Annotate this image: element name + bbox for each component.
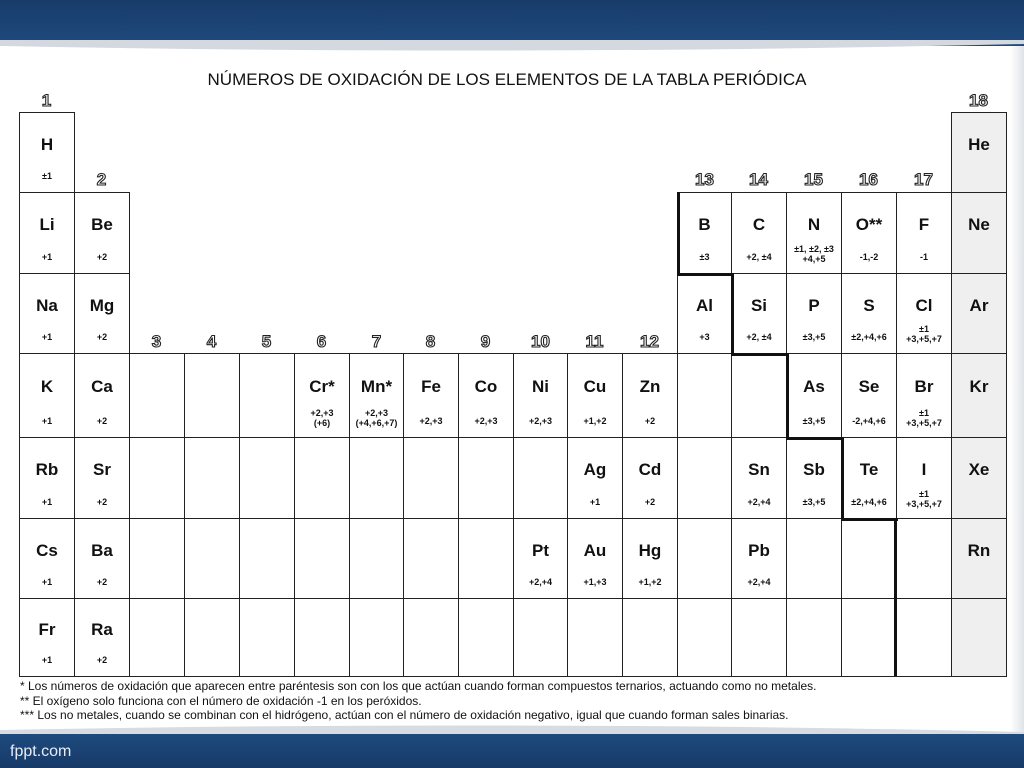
element-symbol: Pt [532,541,549,560]
element-cell [349,598,404,677]
group-number: 8 [425,332,436,351]
element-cell [622,598,678,677]
oxidation-states: +2 [96,577,108,587]
oxidation-states: ±1 [919,489,929,499]
element-cell [841,353,897,438]
element-cell [184,353,240,438]
element-symbol: Ar [969,296,989,315]
element-cell [951,353,1007,438]
element-symbol: B [698,215,711,234]
oxidation-states: -1 [919,252,928,262]
element-symbol: Te [859,460,879,479]
element-symbol: Be [91,215,113,234]
element-symbol: Ag [583,460,607,479]
element-cell [239,437,295,519]
oxidation-states: ±1 [919,408,929,418]
element-cell [513,353,568,438]
element-symbol: Si [750,296,768,315]
element-symbol: Rn [967,541,991,560]
group-number: 4 [206,332,217,351]
oxidation-states: +2, ±4 [746,332,772,342]
element-cell [731,437,787,519]
element-symbol: Ni [532,377,549,396]
element-cell [896,598,952,677]
element-cell [786,353,842,438]
element-cell [677,598,732,677]
element-cell [294,518,350,599]
element-cell [951,598,1007,677]
oxidation-states: ±1, ±2, ±3 [794,244,834,254]
element-cell [74,192,130,274]
element-symbol: Li [39,215,55,234]
element-cell [951,437,1007,519]
oxidation-states: ±2,+4,+6 [851,332,887,342]
oxidation-states: +2,+4 [747,497,771,507]
oxidation-states: +1,+2 [583,416,607,426]
element-symbol: Br [914,377,934,396]
page-title: NÚMEROS DE OXIDACIÓN DE LOS ELEMENTOS DE LA TABLA PERIÓDICA [207,70,807,89]
group-number: 6 [316,332,327,351]
element-cell [74,518,130,599]
element-cell [239,598,295,677]
element-cell [184,518,240,599]
element-cell [841,192,897,274]
group-number: 12 [640,332,659,351]
element-cell [184,437,240,519]
oxidation-states: +2,+3 [474,416,498,426]
element-cell [677,518,732,599]
element-cell [239,518,295,599]
element-cell [731,518,787,599]
element-cell [349,518,404,599]
watermark: fppt.com [10,743,72,760]
oxidation-states: +2, ±4 [746,252,772,262]
oxidation-states: +2,+4 [528,577,553,587]
element-cell [513,437,568,519]
element-cell [74,353,130,438]
element-cell [129,598,185,677]
metal-nonmetal-divider [786,437,843,440]
element-symbol: Cs [36,541,58,560]
element-cell [19,437,75,519]
oxidation-states: +1 [41,655,53,665]
element-symbol: S [863,296,875,315]
element-cell [19,518,75,599]
footnote-1: * Los números de oxidación que aparecen entre paréntesis son con los que actúan cuando forman compuestos ternarios, actuando como no metales. [20,679,817,693]
metal-nonmetal-divider [786,353,789,437]
group-number: 13 [695,170,714,189]
oxidation-states: +3,+5,+7 [906,334,942,344]
element-cell [567,353,623,438]
metal-nonmetal-divider [841,437,844,520]
element-symbol: Cd [638,460,662,479]
element-cell [567,598,623,677]
element-symbol: Fe [421,377,441,396]
element-cell [677,192,732,274]
element-cell [19,598,75,677]
oxidation-states: +2 [96,497,108,507]
element-cell [567,518,623,599]
element-cell [786,598,842,677]
oxidation-states: +3,+5,+7 [906,418,942,428]
oxidation-states: +1 [41,577,53,587]
oxidation-states: -1,-2 [859,252,879,262]
element-cell [19,353,75,438]
element-symbol: Xe [968,460,990,479]
oxidation-states: ±3,+5 [802,416,826,426]
oxidation-states: +4,+5 [802,254,826,264]
element-cell [951,273,1007,354]
element-cell [677,437,732,519]
element-symbol: Cr* [309,377,335,396]
element-symbol: Ba [91,541,113,560]
metal-nonmetal-divider [731,273,734,356]
oxidation-states: +2 [644,416,656,426]
element-cell [74,273,130,354]
element-cell [786,518,842,599]
element-cell [786,192,842,274]
element-cell [74,598,130,677]
element-symbol: Mg [89,296,115,315]
element-cell [841,437,897,519]
element-cell [403,598,459,677]
metal-nonmetal-divider [677,273,734,276]
group-number: 10 [531,332,550,351]
oxidation-states: +1 [41,497,53,507]
group-number: 16 [859,170,878,189]
oxidation-states: +1,+2 [638,577,662,587]
element-cell [294,437,350,519]
element-symbol: P [808,296,820,315]
element-symbol: Cl [915,296,933,315]
element-cell [731,192,787,274]
element-cell [786,437,842,519]
oxidation-states: +2 [96,655,108,665]
oxidation-states: ±1 [42,171,52,181]
element-cell [841,598,897,677]
element-symbol: H [40,135,54,154]
element-cell [896,192,952,274]
oxidation-states: ±3,+5 [802,332,826,342]
element-symbol: Ra [91,620,113,639]
oxidation-states: +2,+3 [419,416,443,426]
element-symbol: Co [474,377,498,396]
group-number: 17 [914,170,933,189]
oxidation-states: ±1 [919,324,929,334]
element-cell [294,353,350,438]
element-cell [622,518,678,599]
element-symbol: Au [583,541,607,560]
element-cell [129,518,185,599]
element-cell [841,518,897,599]
element-symbol: C [752,215,766,234]
element-cell [74,437,130,519]
element-cell [677,273,732,354]
element-cell [951,192,1007,274]
element-symbol: O** [855,215,883,234]
element-cell [951,112,1007,193]
element-cell [349,437,404,519]
element-symbol: Zn [639,377,661,396]
element-cell [403,353,459,438]
element-symbol: Pb [748,541,770,560]
element-cell [731,273,787,354]
element-cell [458,353,514,438]
group-number: 1 [41,91,52,110]
element-symbol: As [803,377,825,396]
element-cell [403,518,459,599]
element-cell [513,518,568,599]
group-number: 7 [371,332,382,351]
element-cell [896,353,952,438]
element-symbol: Sr [93,460,111,479]
oxidation-states: +2 [96,416,108,426]
element-symbol: Hg [638,541,662,560]
oxidation-states: +2,+4 [747,577,771,587]
footnote-2: ** El oxígeno solo funciona con el número de oxidación -1 en los peróxidos. [20,693,422,708]
element-cell [129,437,185,519]
element-symbol: Kr [969,377,989,396]
oxidation-states: +1 [41,332,53,342]
oxidation-states: +2,+3 [528,416,553,426]
oxidation-states: ±3 [699,252,710,262]
element-cell [622,353,678,438]
element-cell [513,598,568,677]
group-number: 3 [151,332,162,351]
element-symbol: F [918,215,930,234]
group-number: 14 [749,170,768,189]
element-symbol: Sn [748,460,770,479]
element-cell [458,437,514,519]
element-symbol: N [807,215,821,234]
group-number: 2 [96,170,107,189]
element-symbol: Ne [968,215,990,234]
element-symbol: Fr [38,620,56,639]
oxidation-states: +1 [41,416,53,426]
element-cell [896,518,952,599]
element-symbol: Cu [583,377,607,396]
element-cell [349,353,404,438]
element-cell [622,437,678,519]
footnotes [20,679,817,723]
element-cell [951,518,1007,599]
element-cell [19,273,75,354]
element-symbol: Se [858,377,880,396]
element-cell [184,598,240,677]
element-symbol: Na [36,296,58,315]
element-symbol: I [921,460,927,479]
element-cell [19,192,75,274]
oxidation-states: +1,+3 [583,577,607,587]
group-number: 18 [969,91,988,110]
oxidation-states: +2,+3 [310,408,334,418]
metal-nonmetal-divider [894,518,897,676]
metal-nonmetal-divider [841,518,898,521]
element-cell [458,518,514,599]
oxidation-states: +2 [96,252,108,262]
metal-nonmetal-divider [677,192,680,275]
group-number: 11 [585,332,604,351]
oxidation-states: +1 [589,497,601,507]
oxidation-states: ±3,+5 [802,497,826,507]
metal-nonmetal-divider [731,353,788,356]
oxidation-states: ±2,+4,+6 [851,497,887,507]
oxidation-states: +2 [96,332,108,342]
oxidation-states: +2 [644,497,656,507]
element-cell [731,353,787,438]
element-cell [129,353,185,438]
group-number: 5 [261,332,272,351]
element-cell [786,273,842,354]
element-symbol: He [968,135,990,154]
element-symbol: Ca [91,377,113,396]
oxidation-states: +3,+5,+7 [906,499,942,509]
footnote-3: *** Los no metales, cuando se combinan con el hidrógeno, actúan con el número de oxidación negativo, igual que cuando forman sales binarias. [20,708,789,722]
element-cell [896,273,952,354]
group-number: 9 [480,332,491,351]
oxidation-states: +2,+3 [364,408,389,418]
oxidation-states: -2,+4,+6 [852,416,886,426]
element-symbol: Rb [35,460,59,479]
element-cell [19,112,75,193]
element-symbol: Al [696,296,713,315]
element-cell [403,437,459,519]
element-symbol: K [40,377,54,396]
element-cell [841,273,897,354]
element-symbol: Mn* [360,377,393,396]
element-cell [567,437,623,519]
oxidation-states: +1 [41,252,53,262]
element-cell [294,598,350,677]
oxidation-states: +3 [699,332,710,342]
element-cell [896,437,952,519]
element-cell [677,353,732,438]
oxidation-states: (+6) [313,418,331,428]
element-symbol: Sb [803,460,825,479]
element-cell [731,598,787,677]
oxidation-states: (+4,+6,+7) [355,418,398,428]
element-cell [239,353,295,438]
group-number: 15 [804,170,823,189]
element-cell [458,598,514,677]
